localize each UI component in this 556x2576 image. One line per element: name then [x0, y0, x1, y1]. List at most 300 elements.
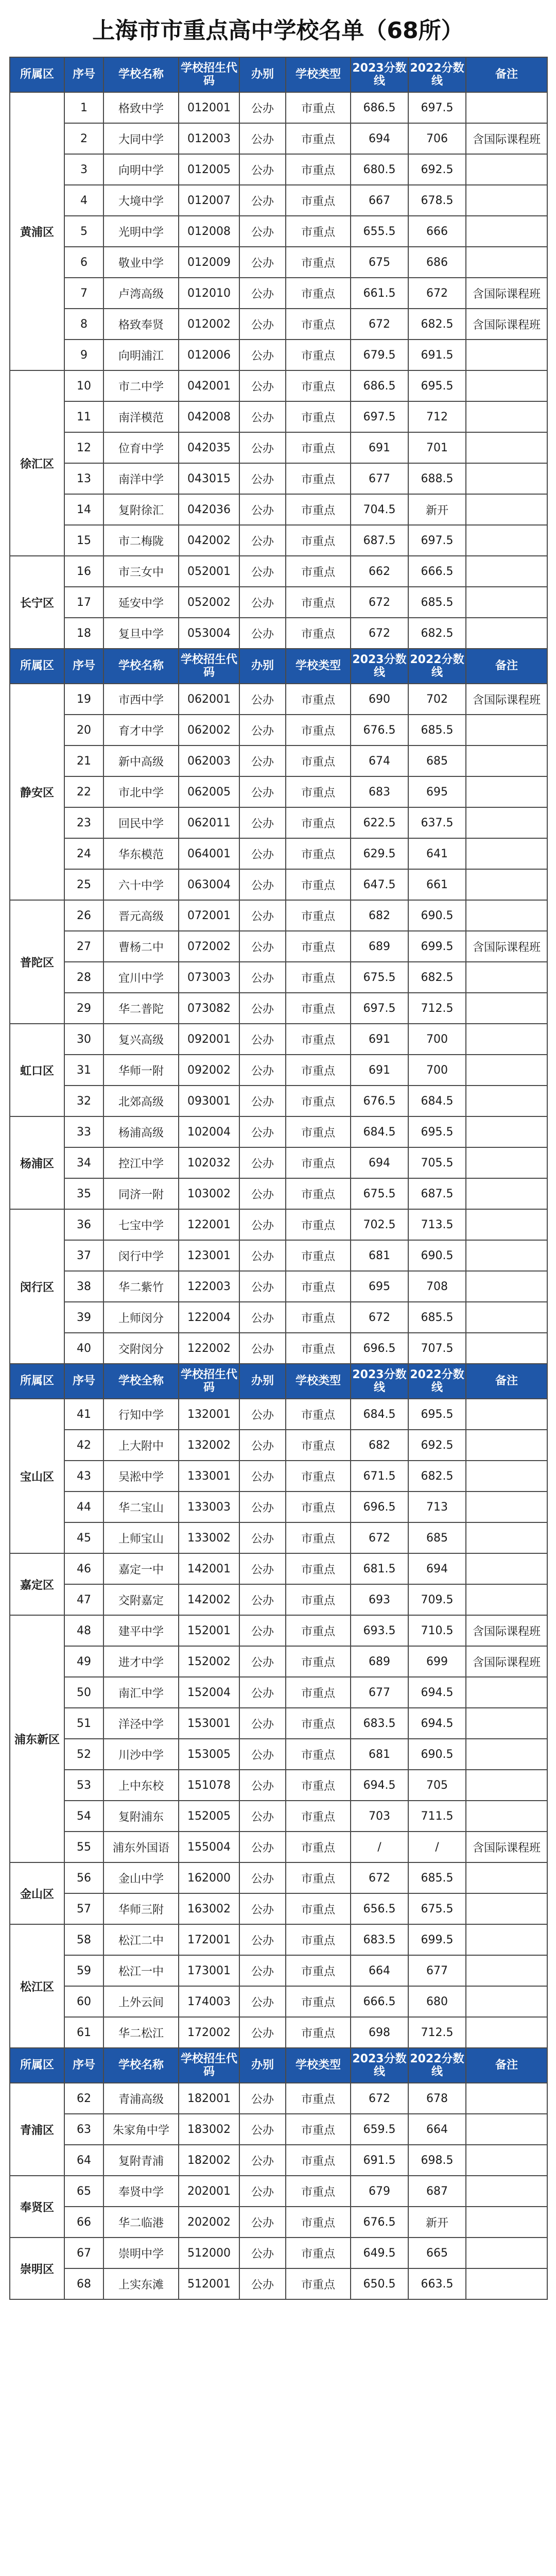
code-cell: 173001 — [179, 1955, 239, 1986]
code-cell: 102004 — [179, 1116, 239, 1147]
school-name-cell: 市西中学 — [103, 684, 179, 715]
table-row — [10, 618, 547, 649]
score-2022-cell: 新开 — [408, 494, 466, 525]
note-cell — [466, 340, 547, 370]
table-row — [10, 1955, 547, 1986]
table-row — [10, 869, 547, 900]
seq-cell: 67 — [64, 2238, 103, 2268]
school-name-cell: 华东模范 — [103, 838, 179, 869]
code-cell: 153001 — [179, 1708, 239, 1739]
score-2023-cell: 684.5 — [351, 1116, 408, 1147]
school-name-cell: 华师三附 — [103, 1893, 179, 1924]
score-2023-cell: 675.5 — [351, 1178, 408, 1209]
seq-cell: 62 — [64, 2083, 103, 2114]
note-cell — [466, 1240, 547, 1271]
table-row — [10, 1924, 547, 1955]
type-header: 办别 — [239, 57, 286, 92]
note-cell — [466, 838, 547, 869]
school-type-cell: 市重点 — [286, 1862, 351, 1893]
ownership-cell: 公办 — [239, 1430, 286, 1461]
school-name-cell: 交附闵分 — [103, 1333, 179, 1364]
seq-cell: 57 — [64, 1893, 103, 1924]
school-type-cell: 市重点 — [286, 525, 351, 556]
score-2022-cell: 690.5 — [408, 1240, 466, 1271]
table-row — [10, 2017, 547, 2048]
school-name-cell: 敬业中学 — [103, 247, 179, 278]
district-cell: 黄浦区 — [10, 92, 64, 370]
score-2023-cell: 683.5 — [351, 1924, 408, 1955]
school-name-cell: 向明中学 — [103, 154, 179, 185]
school-type-cell: 市重点 — [286, 278, 351, 309]
score-2023-cell: 622.5 — [351, 807, 408, 838]
seq-cell: 5 — [64, 216, 103, 247]
seq-cell: 44 — [64, 1492, 103, 1522]
score-2023-cell: 672 — [351, 1302, 408, 1333]
table-header-row — [10, 1364, 547, 1399]
school-name-cell: 七宝中学 — [103, 1209, 179, 1240]
note-header: 备注 — [466, 57, 547, 92]
school-type-cell: 市重点 — [286, 2268, 351, 2299]
score-2023-cell: 696.5 — [351, 1333, 408, 1364]
note-cell — [466, 869, 547, 900]
ownership-cell: 公办 — [239, 370, 286, 401]
school-type-cell: 市重点 — [286, 587, 351, 618]
note-cell — [466, 1492, 547, 1522]
school-name-cell: 同济一附 — [103, 1178, 179, 1209]
score-2022-cell: 682.5 — [408, 618, 466, 649]
school-name-cell: 复附徐汇 — [103, 494, 179, 525]
note-cell — [466, 1955, 547, 1986]
score-2022-cell: 687 — [408, 2176, 466, 2207]
school-name-header: 学校全称 — [103, 1364, 179, 1399]
school-type-cell: 市重点 — [286, 1333, 351, 1364]
code-cell: 133001 — [179, 1461, 239, 1492]
seq-cell: 4 — [64, 185, 103, 216]
score-2022-cell: 706 — [408, 123, 466, 154]
ownership-cell: 公办 — [239, 1522, 286, 1553]
ownership-cell: 公办 — [239, 1333, 286, 1364]
score-2022-cell: 705.5 — [408, 1147, 466, 1178]
score-2023-cell: 691 — [351, 1055, 408, 1086]
score-2022-cell: 661 — [408, 869, 466, 900]
seq-header: 序号 — [64, 2048, 103, 2083]
note-cell — [466, 1209, 547, 1240]
score-2022-cell: 685 — [408, 1522, 466, 1553]
score-2022-cell: 700 — [408, 1024, 466, 1055]
note-cell — [466, 1522, 547, 1553]
table-row — [10, 123, 547, 154]
school-name-cell: 朱家角中学 — [103, 2114, 179, 2145]
score-2023-cell: 679.5 — [351, 340, 408, 370]
note-cell — [466, 1770, 547, 1801]
seq-cell: 39 — [64, 1302, 103, 1333]
seq-cell: 66 — [64, 2207, 103, 2238]
code-cell: 202002 — [179, 2207, 239, 2238]
seq-header: 序号 — [64, 1364, 103, 1399]
score-2022-cell: 688.5 — [408, 463, 466, 494]
seq-cell: 1 — [64, 92, 103, 123]
school-type-cell: 市重点 — [286, 2017, 351, 2048]
school-name-cell: 市二中学 — [103, 370, 179, 401]
seq-cell: 43 — [64, 1461, 103, 1492]
school-type-cell: 市重点 — [286, 123, 351, 154]
district-header: 所属区 — [10, 57, 64, 92]
score-2023-cell: 693 — [351, 1584, 408, 1615]
seq-cell: 14 — [64, 494, 103, 525]
seq-cell: 49 — [64, 1646, 103, 1677]
table-row — [10, 1271, 547, 1302]
table-row — [10, 1492, 547, 1522]
ownership-cell: 公办 — [239, 2268, 286, 2299]
code-cell: 042036 — [179, 494, 239, 525]
note-cell — [466, 2207, 547, 2238]
seq-cell: 24 — [64, 838, 103, 869]
note-cell — [466, 2114, 547, 2145]
score-2022-cell: 680 — [408, 1986, 466, 2017]
code-cell: 152002 — [179, 1646, 239, 1677]
score-2022-cell: 665 — [408, 2238, 466, 2268]
school-type-cell: 市重点 — [286, 1955, 351, 1986]
school-type-cell: 市重点 — [286, 247, 351, 278]
school-name-cell: 华二宝山 — [103, 1492, 179, 1522]
score-2022-cell: 707.5 — [408, 1333, 466, 1364]
score-2022-header: 2022分数线 — [408, 57, 466, 92]
table-row — [10, 1399, 547, 1430]
score-2022-cell: 672 — [408, 278, 466, 309]
seq-cell: 36 — [64, 1209, 103, 1240]
score-2023-cell: 672 — [351, 587, 408, 618]
school-type-cell: 市重点 — [286, 154, 351, 185]
table-row — [10, 745, 547, 776]
code-header: 学校招生代码 — [179, 1364, 239, 1399]
seq-cell: 35 — [64, 1178, 103, 1209]
note-cell — [466, 1739, 547, 1770]
ownership-cell: 公办 — [239, 1178, 286, 1209]
score-2022-cell: 695.5 — [408, 1116, 466, 1147]
school-name-cell: 南汇中学 — [103, 1677, 179, 1708]
note-cell — [466, 494, 547, 525]
score-2023-cell: 697.5 — [351, 401, 408, 432]
school-name-cell: 新中高级 — [103, 745, 179, 776]
school-type-header: 学校类型 — [286, 1364, 351, 1399]
score-2023-cell: 677 — [351, 1677, 408, 1708]
score-2023-cell: / — [351, 1832, 408, 1862]
code-cell: 182001 — [179, 2083, 239, 2114]
note-cell — [466, 1862, 547, 1893]
ownership-cell: 公办 — [239, 1955, 286, 1986]
table-row — [10, 2268, 547, 2299]
school-type-cell: 市重点 — [286, 1986, 351, 2017]
note-cell — [466, 1271, 547, 1302]
seq-cell: 10 — [64, 370, 103, 401]
score-2023-cell: 662 — [351, 556, 408, 587]
note-cell — [466, 2176, 547, 2207]
seq-cell: 64 — [64, 2145, 103, 2176]
district-cell: 虹口区 — [10, 1024, 64, 1116]
school-name-cell: 曹杨二中 — [103, 931, 179, 962]
code-cell: 052001 — [179, 556, 239, 587]
score-2023-cell: 691 — [351, 432, 408, 463]
score-2022-cell: 699.5 — [408, 931, 466, 962]
ownership-cell: 公办 — [239, 776, 286, 807]
score-2023-cell: 689 — [351, 931, 408, 962]
school-type-cell: 市重点 — [286, 1584, 351, 1615]
score-2023-cell: 674 — [351, 745, 408, 776]
district-cell: 嘉定区 — [10, 1553, 64, 1615]
school-type-cell: 市重点 — [286, 869, 351, 900]
ownership-cell: 公办 — [239, 1893, 286, 1924]
seq-cell: 48 — [64, 1615, 103, 1646]
note-cell: 含国际课程班 — [466, 1615, 547, 1646]
school-type-cell: 市重点 — [286, 1461, 351, 1492]
score-2023-cell: 693.5 — [351, 1615, 408, 1646]
school-type-cell: 市重点 — [286, 2083, 351, 2114]
table-row — [10, 216, 547, 247]
score-2022-cell: 685.5 — [408, 715, 466, 745]
score-2023-cell: 686.5 — [351, 370, 408, 401]
note-cell — [466, 2268, 547, 2299]
score-2023-cell: 687.5 — [351, 525, 408, 556]
type-header: 办别 — [239, 1364, 286, 1399]
note-cell — [466, 776, 547, 807]
ownership-cell: 公办 — [239, 618, 286, 649]
district-cell: 浦东新区 — [10, 1615, 64, 1862]
score-2022-cell: 702 — [408, 684, 466, 715]
school-name-cell: 上师宝山 — [103, 1522, 179, 1553]
school-name-cell: 上大附中 — [103, 1430, 179, 1461]
code-cell: 172002 — [179, 2017, 239, 2048]
code-cell: 155004 — [179, 1832, 239, 1862]
score-2022-cell: 697.5 — [408, 92, 466, 123]
score-2022-cell: 699 — [408, 1646, 466, 1677]
code-cell: 132002 — [179, 1430, 239, 1461]
note-cell — [466, 745, 547, 776]
school-list-table — [9, 57, 548, 2300]
note-cell — [466, 525, 547, 556]
school-name-cell: 进才中学 — [103, 1646, 179, 1677]
school-name-cell: 奉贤中学 — [103, 2176, 179, 2207]
score-2022-cell: 694.5 — [408, 1677, 466, 1708]
school-type-cell: 市重点 — [286, 2145, 351, 2176]
score-2023-cell: 656.5 — [351, 1893, 408, 1924]
school-name-cell: 市北中学 — [103, 776, 179, 807]
score-2022-cell: 713 — [408, 1492, 466, 1522]
table-row — [10, 993, 547, 1024]
school-type-cell: 市重点 — [286, 463, 351, 494]
school-type-cell: 市重点 — [286, 556, 351, 587]
school-name-cell: 北郊高级 — [103, 1086, 179, 1116]
code-cell: 092001 — [179, 1024, 239, 1055]
score-2022-cell: 675.5 — [408, 1893, 466, 1924]
school-type-cell: 市重点 — [286, 838, 351, 869]
type-header: 办别 — [239, 2048, 286, 2083]
code-cell: 174003 — [179, 1986, 239, 2017]
school-type-cell: 市重点 — [286, 1924, 351, 1955]
code-cell: 512000 — [179, 2238, 239, 2268]
ownership-cell: 公办 — [239, 1147, 286, 1178]
seq-cell: 42 — [64, 1430, 103, 1461]
district-cell: 静安区 — [10, 684, 64, 900]
seq-cell: 34 — [64, 1147, 103, 1178]
ownership-cell: 公办 — [239, 807, 286, 838]
score-2023-cell: 696.5 — [351, 1492, 408, 1522]
score-2022-cell: / — [408, 1832, 466, 1862]
note-cell — [466, 216, 547, 247]
school-type-cell: 市重点 — [286, 776, 351, 807]
table-row — [10, 1862, 547, 1893]
ownership-cell: 公办 — [239, 278, 286, 309]
table-row — [10, 1055, 547, 1086]
table-row — [10, 154, 547, 185]
note-cell — [466, 1553, 547, 1584]
page-title: 上海市市重点高中学校名单（68所） — [92, 18, 464, 44]
table-header-row — [10, 2048, 547, 2083]
note-cell — [466, 1086, 547, 1116]
ownership-cell: 公办 — [239, 2176, 286, 2207]
score-2023-cell: 676.5 — [351, 715, 408, 745]
score-2023-cell: 704.5 — [351, 494, 408, 525]
table-row — [10, 776, 547, 807]
score-2023-cell: 697.5 — [351, 993, 408, 1024]
score-2023-cell: 690 — [351, 684, 408, 715]
school-type-cell: 市重点 — [286, 807, 351, 838]
school-type-cell: 市重点 — [286, 962, 351, 993]
school-type-cell: 市重点 — [286, 1209, 351, 1240]
ownership-cell: 公办 — [239, 247, 286, 278]
school-type-cell: 市重点 — [286, 309, 351, 340]
school-type-cell: 市重点 — [286, 1801, 351, 1832]
table-row — [10, 962, 547, 993]
table-row — [10, 309, 547, 340]
score-2023-cell: 703 — [351, 1801, 408, 1832]
school-type-cell: 市重点 — [286, 1399, 351, 1430]
district-cell: 奉贤区 — [10, 2176, 64, 2238]
code-cell: 162000 — [179, 1862, 239, 1893]
code-cell: 122004 — [179, 1302, 239, 1333]
score-2023-cell: 629.5 — [351, 838, 408, 869]
school-type-cell: 市重点 — [286, 1271, 351, 1302]
table-row — [10, 1302, 547, 1333]
school-type-cell: 市重点 — [286, 370, 351, 401]
table-row — [10, 1553, 547, 1584]
table-row — [10, 587, 547, 618]
seq-cell: 37 — [64, 1240, 103, 1271]
code-header: 学校招生代码 — [179, 57, 239, 92]
score-2022-cell: 711.5 — [408, 1801, 466, 1832]
score-2022-cell: 691.5 — [408, 340, 466, 370]
code-cell: 151078 — [179, 1770, 239, 1801]
table-row — [10, 556, 547, 587]
code-cell: 012003 — [179, 123, 239, 154]
code-cell: 153005 — [179, 1739, 239, 1770]
seq-cell: 6 — [64, 247, 103, 278]
school-type-cell: 市重点 — [286, 1492, 351, 1522]
table-row — [10, 1430, 547, 1461]
ownership-cell: 公办 — [239, 309, 286, 340]
table-row — [10, 247, 547, 278]
score-2022-cell: 641 — [408, 838, 466, 869]
code-cell: 072002 — [179, 931, 239, 962]
score-2022-cell: 705 — [408, 1770, 466, 1801]
ownership-cell: 公办 — [239, 1553, 286, 1584]
code-cell: 092002 — [179, 1055, 239, 1086]
school-name-cell: 建平中学 — [103, 1615, 179, 1646]
table-row — [10, 2238, 547, 2268]
school-name-cell: 华师一附 — [103, 1055, 179, 1086]
school-name-cell: 上实东滩 — [103, 2268, 179, 2299]
district-header: 所属区 — [10, 649, 64, 684]
ownership-cell: 公办 — [239, 525, 286, 556]
ownership-cell: 公办 — [239, 2145, 286, 2176]
school-name-cell: 晋元高级 — [103, 900, 179, 931]
score-2022-header: 2022分数线 — [408, 1364, 466, 1399]
seq-cell: 25 — [64, 869, 103, 900]
ownership-cell: 公办 — [239, 2017, 286, 2048]
score-2022-cell: 700 — [408, 1055, 466, 1086]
code-cell: 062002 — [179, 715, 239, 745]
score-2023-cell: 691 — [351, 1024, 408, 1055]
code-cell: 063004 — [179, 869, 239, 900]
school-name-cell: 大同中学 — [103, 123, 179, 154]
school-name-cell: 大境中学 — [103, 185, 179, 216]
school-name-header: 学校名称 — [103, 57, 179, 92]
table-row — [10, 838, 547, 869]
note-cell: 含国际课程班 — [466, 1832, 547, 1862]
score-2023-cell: 667 — [351, 185, 408, 216]
table-row — [10, 1209, 547, 1240]
seq-cell: 56 — [64, 1862, 103, 1893]
school-type-cell: 市重点 — [286, 745, 351, 776]
seq-header: 序号 — [64, 57, 103, 92]
school-name-cell: 格致奉贤 — [103, 309, 179, 340]
code-cell: 053004 — [179, 618, 239, 649]
school-name-cell: 南洋中学 — [103, 463, 179, 494]
note-cell — [466, 1801, 547, 1832]
seq-cell: 50 — [64, 1677, 103, 1708]
note-cell — [466, 993, 547, 1024]
note-cell — [466, 2083, 547, 2114]
table-row — [10, 1461, 547, 1492]
school-type-cell: 市重点 — [286, 1677, 351, 1708]
school-type-header: 学校类型 — [286, 649, 351, 684]
score-2022-cell: 新开 — [408, 2207, 466, 2238]
school-name-cell: 松江二中 — [103, 1924, 179, 1955]
school-name-cell: 闵行中学 — [103, 1240, 179, 1271]
school-name-cell: 宜川中学 — [103, 962, 179, 993]
school-name-cell: 金山中学 — [103, 1862, 179, 1893]
score-2023-cell: 672 — [351, 1522, 408, 1553]
seq-cell: 18 — [64, 618, 103, 649]
table-row — [10, 1646, 547, 1677]
code-cell: 073082 — [179, 993, 239, 1024]
ownership-cell: 公办 — [239, 1055, 286, 1086]
seq-cell: 53 — [64, 1770, 103, 1801]
ownership-cell: 公办 — [239, 1646, 286, 1677]
district-header: 所属区 — [10, 1364, 64, 1399]
note-cell — [466, 432, 547, 463]
table-row — [10, 1147, 547, 1178]
score-2022-cell: 701 — [408, 432, 466, 463]
code-cell: 152001 — [179, 1615, 239, 1646]
school-name-cell: 市三女中 — [103, 556, 179, 587]
seq-cell: 59 — [64, 1955, 103, 1986]
score-2023-cell: 683.5 — [351, 1708, 408, 1739]
note-cell — [466, 962, 547, 993]
table-row — [10, 463, 547, 494]
school-type-cell: 市重点 — [286, 1553, 351, 1584]
school-type-cell: 市重点 — [286, 1240, 351, 1271]
district-cell: 闵行区 — [10, 1209, 64, 1364]
